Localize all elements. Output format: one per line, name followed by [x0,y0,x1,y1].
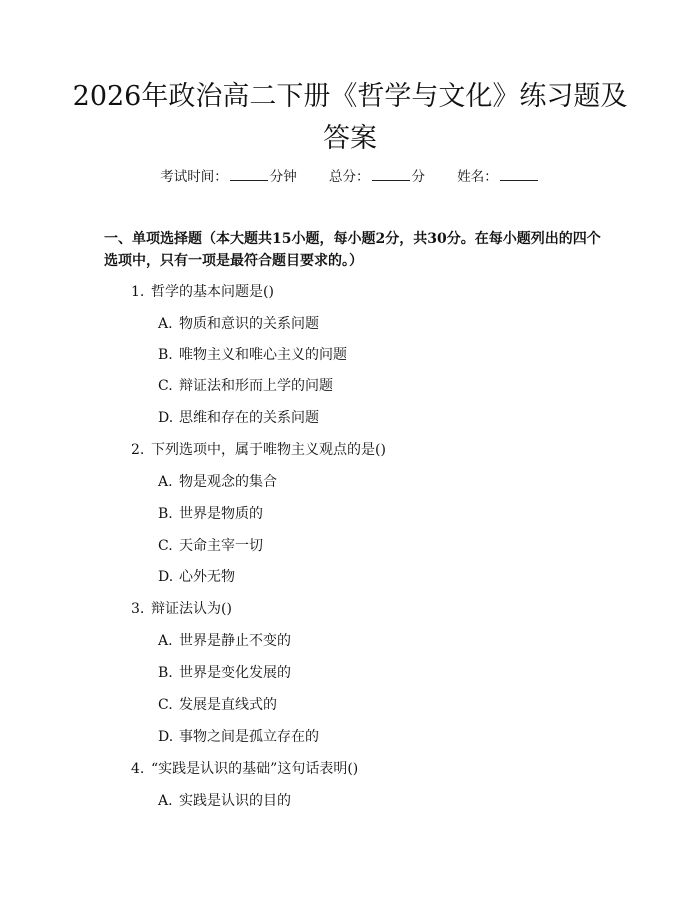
question-3-option-a [158,631,291,651]
option-text: 世界是变化发展的 [179,665,291,681]
question-4 [131,759,358,779]
question-text: 哲学的基本问题是() [151,284,274,300]
question-3 [131,599,232,619]
document-title: 2026年政治高二下册《哲学与文化》练习题及答案 [72,81,628,154]
question-2 [131,440,386,460]
option-text: 世界是静止不变的 [179,633,291,649]
question-text: “实践是认识的基础”这句话表明() [151,761,359,777]
total-score-blank [372,168,410,181]
option-text: 发展是直线式的 [179,697,277,713]
option-text: 物是观念的集合 [179,474,277,490]
total-score-label: 总分： [329,169,370,185]
question-3-option-d [158,727,319,747]
option-letter: D. [158,729,174,745]
name-blank [500,168,538,181]
question-1 [131,282,274,302]
option-text: 事物之间是孤立存在的 [179,729,319,745]
section-heading: 一、单项选择题（本大题共15小题，每小题2分，共30分。在每小题列出的四个选项中，只有一项是最符合题目要求的。） [104,231,601,269]
option-letter: B. [158,506,173,522]
option-letter: B. [158,665,173,681]
question-number: 1. [131,284,145,300]
option-text: 辩证法和形而上学的问题 [179,378,333,394]
question-text: 辩证法认为() [151,601,232,617]
option-letter: D. [158,410,174,426]
question-4-option-a [158,791,291,811]
question-2-option-b [158,504,263,524]
question-2-option-d [158,567,235,587]
total-score-field [329,167,425,187]
exam-info-line [0,167,700,187]
exam-time-blank [230,168,268,181]
question-number: 4. [131,761,145,777]
question-1-option-c [158,376,333,396]
question-1-option-b [158,345,347,365]
total-score-unit: 分 [411,169,425,185]
option-letter: A. [158,793,173,809]
question-1-option-a [158,314,319,334]
question-text: 下列选项中，属于唯物主义观点的是() [151,442,386,458]
option-letter: A. [158,316,173,332]
option-letter: B. [158,347,173,363]
option-text: 物质和意识的关系问题 [179,316,319,332]
option-letter: A. [158,474,173,490]
option-text: 世界是物质的 [179,506,263,522]
option-text: 心外无物 [179,569,235,585]
option-text: 实践是认识的目的 [179,793,291,809]
exam-time-unit: 分钟 [269,169,297,185]
question-number: 2. [131,442,145,458]
question-number: 3. [131,601,145,617]
name-label: 姓名： [457,169,498,185]
name-field [457,167,540,187]
question-3-option-b [158,663,291,683]
option-letter: A. [158,633,173,649]
option-letter: C. [158,697,173,713]
option-letter: D. [158,569,174,585]
option-letter: C. [158,378,173,394]
question-2-option-a [158,472,277,492]
option-text: 唯物主义和唯心主义的问题 [179,347,347,363]
option-text: 天命主宰一切 [179,538,263,554]
option-text: 思维和存在的关系问题 [179,410,319,426]
question-3-option-c [158,695,277,715]
option-letter: C. [158,538,173,554]
question-2-option-c [158,536,263,556]
exam-time-field [160,167,297,187]
exam-time-label: 考试时间： [160,169,228,185]
question-1-option-d [158,408,319,428]
